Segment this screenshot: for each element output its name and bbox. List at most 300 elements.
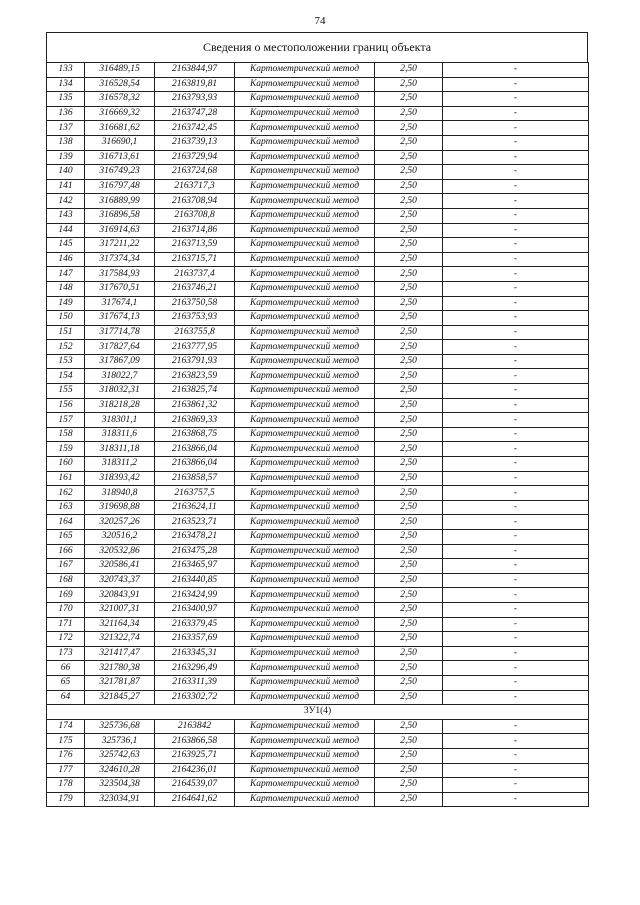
description-cell: - [443, 748, 589, 763]
accuracy-cell: 2,50 [375, 778, 443, 793]
x-coordinate-cell: 318311,18 [85, 442, 155, 457]
point-number-cell: 144 [47, 223, 85, 238]
accuracy-cell: 2,50 [375, 763, 443, 778]
table-row [47, 135, 589, 150]
table-row [47, 515, 589, 530]
description-cell: - [443, 165, 589, 180]
table-row [47, 763, 589, 778]
table-row [47, 238, 589, 253]
y-coordinate-cell: 2163750,58 [155, 296, 235, 311]
method-cell: Картометрический метод [235, 792, 375, 807]
description-cell: - [443, 296, 589, 311]
x-coordinate-cell: 321845,27 [85, 690, 155, 705]
accuracy-cell: 2,50 [375, 559, 443, 574]
point-number-cell: 151 [47, 325, 85, 340]
section-row [47, 705, 589, 720]
y-coordinate-cell: 2163755,8 [155, 325, 235, 340]
table-row [47, 778, 589, 793]
method-cell: Картометрический метод [235, 661, 375, 676]
method-cell: Картометрический метод [235, 267, 375, 282]
accuracy-cell: 2,50 [375, 281, 443, 296]
accuracy-cell: 2,50 [375, 646, 443, 661]
method-cell: Картометрический метод [235, 354, 375, 369]
x-coordinate-cell: 316889,99 [85, 194, 155, 209]
x-coordinate-cell: 318022,7 [85, 369, 155, 384]
y-coordinate-cell: 2163302,72 [155, 690, 235, 705]
method-cell: Картометрический метод [235, 296, 375, 311]
description-cell: - [443, 267, 589, 282]
point-number-cell: 176 [47, 748, 85, 763]
method-cell: Картометрический метод [235, 573, 375, 588]
point-number-cell: 138 [47, 135, 85, 150]
x-coordinate-cell: 320532,86 [85, 544, 155, 559]
table-row [47, 602, 589, 617]
accuracy-cell: 2,50 [375, 238, 443, 253]
table-row [47, 92, 589, 107]
point-number-cell: 146 [47, 252, 85, 267]
description-cell: - [443, 252, 589, 267]
point-number-cell: 64 [47, 690, 85, 705]
point-number-cell: 157 [47, 413, 85, 428]
description-cell: - [443, 179, 589, 194]
point-number-cell: 152 [47, 340, 85, 355]
accuracy-cell: 2,50 [375, 63, 443, 78]
description-cell: - [443, 369, 589, 384]
table-row [47, 559, 589, 574]
y-coordinate-cell: 2163737,4 [155, 267, 235, 282]
table-row [47, 500, 589, 515]
description-cell: - [443, 354, 589, 369]
point-number-cell: 165 [47, 530, 85, 545]
x-coordinate-cell: 316578,32 [85, 92, 155, 107]
description-cell: - [443, 121, 589, 136]
point-number-cell: 140 [47, 165, 85, 180]
accuracy-cell: 2,50 [375, 573, 443, 588]
x-coordinate-cell: 325736,68 [85, 719, 155, 734]
accuracy-cell: 2,50 [375, 719, 443, 734]
description-cell: - [443, 632, 589, 647]
method-cell: Картометрический метод [235, 281, 375, 296]
x-coordinate-cell: 317674,1 [85, 296, 155, 311]
accuracy-cell: 2,50 [375, 121, 443, 136]
x-coordinate-cell: 317714,78 [85, 325, 155, 340]
y-coordinate-cell: 2163819,81 [155, 77, 235, 92]
method-cell: Картометрический метод [235, 763, 375, 778]
description-cell: - [443, 646, 589, 661]
y-coordinate-cell: 2163791,93 [155, 354, 235, 369]
point-number-cell: 170 [47, 602, 85, 617]
y-coordinate-cell: 2163714,86 [155, 223, 235, 238]
description-cell: - [443, 442, 589, 457]
y-coordinate-cell: 2163866,04 [155, 457, 235, 472]
point-number-cell: 179 [47, 792, 85, 807]
x-coordinate-cell: 323034,91 [85, 792, 155, 807]
y-coordinate-cell: 2163357,69 [155, 632, 235, 647]
y-coordinate-cell: 2163624,11 [155, 500, 235, 515]
description-cell: - [443, 92, 589, 107]
table-row [47, 792, 589, 807]
y-coordinate-cell: 2163715,71 [155, 252, 235, 267]
y-coordinate-cell: 2163708,94 [155, 194, 235, 209]
table-row [47, 690, 589, 705]
y-coordinate-cell: 2163823,59 [155, 369, 235, 384]
description-cell: - [443, 135, 589, 150]
table-row [47, 77, 589, 92]
y-coordinate-cell: 2163747,28 [155, 106, 235, 121]
method-cell: Картометрический метод [235, 442, 375, 457]
accuracy-cell: 2,50 [375, 369, 443, 384]
point-number-cell: 66 [47, 661, 85, 676]
accuracy-cell: 2,50 [375, 413, 443, 428]
accuracy-cell: 2,50 [375, 690, 443, 705]
table-row [47, 121, 589, 136]
method-cell: Картометрический метод [235, 238, 375, 253]
method-cell: Картометрический метод [235, 471, 375, 486]
point-number-cell: 137 [47, 121, 85, 136]
method-cell: Картометрический метод [235, 427, 375, 442]
description-cell: - [443, 530, 589, 545]
method-cell: Картометрический метод [235, 369, 375, 384]
table-row [47, 340, 589, 355]
description-cell: - [443, 63, 589, 78]
y-coordinate-cell: 2163793,93 [155, 92, 235, 107]
description-cell: - [443, 281, 589, 296]
point-number-cell: 145 [47, 238, 85, 253]
table-row [47, 369, 589, 384]
y-coordinate-cell: 2163724,68 [155, 165, 235, 180]
description-cell: - [443, 325, 589, 340]
description-cell: - [443, 792, 589, 807]
accuracy-cell: 2,50 [375, 427, 443, 442]
accuracy-cell: 2,50 [375, 150, 443, 165]
point-number-cell: 153 [47, 354, 85, 369]
y-coordinate-cell: 2163753,93 [155, 311, 235, 326]
document-title: Сведения о местоположении границ объекта [46, 32, 588, 62]
point-number-cell: 168 [47, 573, 85, 588]
method-cell: Картометрический метод [235, 63, 375, 78]
y-coordinate-cell: 2163296,49 [155, 661, 235, 676]
y-coordinate-cell: 2163858,57 [155, 471, 235, 486]
table-row [47, 457, 589, 472]
point-number-cell: 155 [47, 384, 85, 399]
x-coordinate-cell: 318311,2 [85, 457, 155, 472]
method-cell: Картометрический метод [235, 135, 375, 150]
description-cell: - [443, 77, 589, 92]
description-cell: - [443, 544, 589, 559]
accuracy-cell: 2,50 [375, 267, 443, 282]
table-row [47, 194, 589, 209]
y-coordinate-cell: 2163866,58 [155, 734, 235, 749]
x-coordinate-cell: 319698,88 [85, 500, 155, 515]
point-number-cell: 159 [47, 442, 85, 457]
method-cell: Картометрический метод [235, 734, 375, 749]
point-number-cell: 139 [47, 150, 85, 165]
method-cell: Картометрический метод [235, 588, 375, 603]
description-cell: - [443, 238, 589, 253]
table-row [47, 398, 589, 413]
description-cell: - [443, 734, 589, 749]
point-number-cell: 143 [47, 208, 85, 223]
table-row [47, 354, 589, 369]
y-coordinate-cell: 2163842 [155, 719, 235, 734]
x-coordinate-cell: 316914,63 [85, 223, 155, 238]
accuracy-cell: 2,50 [375, 296, 443, 311]
x-coordinate-cell: 317374,34 [85, 252, 155, 267]
y-coordinate-cell: 2163708,8 [155, 208, 235, 223]
point-number-cell: 141 [47, 179, 85, 194]
y-coordinate-cell: 2163777,95 [155, 340, 235, 355]
description-cell: - [443, 427, 589, 442]
table-row [47, 588, 589, 603]
point-number-cell: 133 [47, 63, 85, 78]
description-cell: - [443, 194, 589, 209]
method-cell: Картометрический метод [235, 413, 375, 428]
description-cell: - [443, 471, 589, 486]
y-coordinate-cell: 2163742,45 [155, 121, 235, 136]
method-cell: Картометрический метод [235, 150, 375, 165]
table-row [47, 719, 589, 734]
accuracy-cell: 2,50 [375, 442, 443, 457]
description-cell: - [443, 675, 589, 690]
table-row [47, 267, 589, 282]
accuracy-cell: 2,50 [375, 734, 443, 749]
point-number-cell: 158 [47, 427, 85, 442]
point-number-cell: 154 [47, 369, 85, 384]
description-cell: - [443, 384, 589, 399]
accuracy-cell: 2,50 [375, 792, 443, 807]
y-coordinate-cell: 2163717,3 [155, 179, 235, 194]
x-coordinate-cell: 317670,51 [85, 281, 155, 296]
x-coordinate-cell: 320843,91 [85, 588, 155, 603]
y-coordinate-cell: 2163713,59 [155, 238, 235, 253]
page-number: 74 [314, 15, 326, 27]
point-number-cell: 172 [47, 632, 85, 647]
method-cell: Картометрический метод [235, 719, 375, 734]
coordinates-sheet [46, 32, 588, 807]
x-coordinate-cell: 318393,42 [85, 471, 155, 486]
accuracy-cell: 2,50 [375, 208, 443, 223]
x-coordinate-cell: 316528,54 [85, 77, 155, 92]
description-cell: - [443, 486, 589, 501]
table-row [47, 165, 589, 180]
accuracy-cell: 2,50 [375, 544, 443, 559]
point-number-cell: 162 [47, 486, 85, 501]
description-cell: - [443, 311, 589, 326]
table-row [47, 208, 589, 223]
table-row [47, 179, 589, 194]
point-number-cell: 177 [47, 763, 85, 778]
table-row [47, 442, 589, 457]
table-row [47, 427, 589, 442]
method-cell: Картометрический метод [235, 690, 375, 705]
x-coordinate-cell: 316896,58 [85, 208, 155, 223]
x-coordinate-cell: 316749,23 [85, 165, 155, 180]
table-row [47, 223, 589, 238]
y-coordinate-cell: 2163345,31 [155, 646, 235, 661]
accuracy-cell: 2,50 [375, 530, 443, 545]
method-cell: Картометрический метод [235, 179, 375, 194]
point-number-cell: 161 [47, 471, 85, 486]
x-coordinate-cell: 318940,8 [85, 486, 155, 501]
accuracy-cell: 2,50 [375, 354, 443, 369]
x-coordinate-cell: 316489,15 [85, 63, 155, 78]
x-coordinate-cell: 317827,64 [85, 340, 155, 355]
method-cell: Картометрический метод [235, 530, 375, 545]
point-number-cell: 149 [47, 296, 85, 311]
point-number-cell: 150 [47, 311, 85, 326]
description-cell: - [443, 457, 589, 472]
y-coordinate-cell: 2163866,04 [155, 442, 235, 457]
method-cell: Картометрический метод [235, 500, 375, 515]
method-cell: Картометрический метод [235, 778, 375, 793]
y-coordinate-cell: 2163868,75 [155, 427, 235, 442]
description-cell: - [443, 778, 589, 793]
accuracy-cell: 2,50 [375, 515, 443, 530]
accuracy-cell: 2,50 [375, 457, 443, 472]
description-cell: - [443, 588, 589, 603]
x-coordinate-cell: 320257,26 [85, 515, 155, 530]
description-cell: - [443, 398, 589, 413]
description-cell: - [443, 559, 589, 574]
y-coordinate-cell: 2163478,21 [155, 530, 235, 545]
point-number-cell: 169 [47, 588, 85, 603]
x-coordinate-cell: 321780,38 [85, 661, 155, 676]
x-coordinate-cell: 320743,37 [85, 573, 155, 588]
method-cell: Картометрический метод [235, 559, 375, 574]
method-cell: Картометрический метод [235, 106, 375, 121]
table-row [47, 675, 589, 690]
method-cell: Картометрический метод [235, 398, 375, 413]
accuracy-cell: 2,50 [375, 252, 443, 267]
accuracy-cell: 2,50 [375, 384, 443, 399]
description-cell: - [443, 661, 589, 676]
x-coordinate-cell: 318032,31 [85, 384, 155, 399]
method-cell: Картометрический метод [235, 92, 375, 107]
table-row [47, 296, 589, 311]
table-row [47, 281, 589, 296]
method-cell: Картометрический метод [235, 675, 375, 690]
table-row [47, 63, 589, 78]
point-number-cell: 148 [47, 281, 85, 296]
accuracy-cell: 2,50 [375, 194, 443, 209]
method-cell: Картометрический метод [235, 515, 375, 530]
method-cell: Картометрический метод [235, 325, 375, 340]
table-row [47, 150, 589, 165]
point-number-cell: 175 [47, 734, 85, 749]
description-cell: - [443, 690, 589, 705]
point-number-cell: 142 [47, 194, 85, 209]
point-number-cell: 171 [47, 617, 85, 632]
method-cell: Картометрический метод [235, 457, 375, 472]
accuracy-cell: 2,50 [375, 602, 443, 617]
method-cell: Картометрический метод [235, 632, 375, 647]
table-row [47, 632, 589, 647]
point-number-cell: 147 [47, 267, 85, 282]
accuracy-cell: 2,50 [375, 135, 443, 150]
accuracy-cell: 2,50 [375, 500, 443, 515]
accuracy-cell: 2,50 [375, 325, 443, 340]
description-cell: - [443, 602, 589, 617]
description-cell: - [443, 208, 589, 223]
accuracy-cell: 2,50 [375, 106, 443, 121]
method-cell: Картометрический метод [235, 617, 375, 632]
method-cell: Картометрический метод [235, 194, 375, 209]
x-coordinate-cell: 321007,31 [85, 602, 155, 617]
point-number-cell: 166 [47, 544, 85, 559]
x-coordinate-cell: 318218,28 [85, 398, 155, 413]
y-coordinate-cell: 2163729,94 [155, 150, 235, 165]
x-coordinate-cell: 318311,6 [85, 427, 155, 442]
description-cell: - [443, 106, 589, 121]
method-cell: Картометрический метод [235, 748, 375, 763]
accuracy-cell: 2,50 [375, 92, 443, 107]
y-coordinate-cell: 2163311,39 [155, 675, 235, 690]
x-coordinate-cell: 321322,74 [85, 632, 155, 647]
x-coordinate-cell: 321417,47 [85, 646, 155, 661]
x-coordinate-cell: 316713,61 [85, 150, 155, 165]
point-number-cell: 136 [47, 106, 85, 121]
x-coordinate-cell: 317584,93 [85, 267, 155, 282]
description-cell: - [443, 223, 589, 238]
accuracy-cell: 2,50 [375, 486, 443, 501]
y-coordinate-cell: 2163746,21 [155, 281, 235, 296]
description-cell: - [443, 413, 589, 428]
y-coordinate-cell: 2163440,85 [155, 573, 235, 588]
x-coordinate-cell: 318301,1 [85, 413, 155, 428]
table-row [47, 573, 589, 588]
x-coordinate-cell: 316681,62 [85, 121, 155, 136]
description-cell: - [443, 340, 589, 355]
method-cell: Картометрический метод [235, 208, 375, 223]
x-coordinate-cell: 320586,41 [85, 559, 155, 574]
y-coordinate-cell: 2163424,99 [155, 588, 235, 603]
x-coordinate-cell: 316690,1 [85, 135, 155, 150]
accuracy-cell: 2,50 [375, 675, 443, 690]
table-row [47, 325, 589, 340]
y-coordinate-cell: 2163861,32 [155, 398, 235, 413]
point-number-cell: 160 [47, 457, 85, 472]
method-cell: Картометрический метод [235, 311, 375, 326]
y-coordinate-cell: 2163925,71 [155, 748, 235, 763]
point-number-cell: 135 [47, 92, 85, 107]
method-cell: Картометрический метод [235, 77, 375, 92]
coordinates-table-body [47, 63, 589, 807]
method-cell: Картометрический метод [235, 544, 375, 559]
x-coordinate-cell: 323504,38 [85, 778, 155, 793]
accuracy-cell: 2,50 [375, 617, 443, 632]
y-coordinate-cell: 2163825,74 [155, 384, 235, 399]
accuracy-cell: 2,50 [375, 179, 443, 194]
description-cell: - [443, 573, 589, 588]
x-coordinate-cell: 320516,2 [85, 530, 155, 545]
table-row [47, 486, 589, 501]
accuracy-cell: 2,50 [375, 748, 443, 763]
description-cell: - [443, 500, 589, 515]
accuracy-cell: 2,50 [375, 311, 443, 326]
y-coordinate-cell: 2163739,13 [155, 135, 235, 150]
x-coordinate-cell: 317867,09 [85, 354, 155, 369]
accuracy-cell: 2,50 [375, 632, 443, 647]
method-cell: Картометрический метод [235, 646, 375, 661]
method-cell: Картометрический метод [235, 223, 375, 238]
x-coordinate-cell: 316669,32 [85, 106, 155, 121]
accuracy-cell: 2,50 [375, 340, 443, 355]
table-row [47, 471, 589, 486]
y-coordinate-cell: 2163844,97 [155, 63, 235, 78]
x-coordinate-cell: 324610,28 [85, 763, 155, 778]
point-number-cell: 167 [47, 559, 85, 574]
table-row [47, 617, 589, 632]
